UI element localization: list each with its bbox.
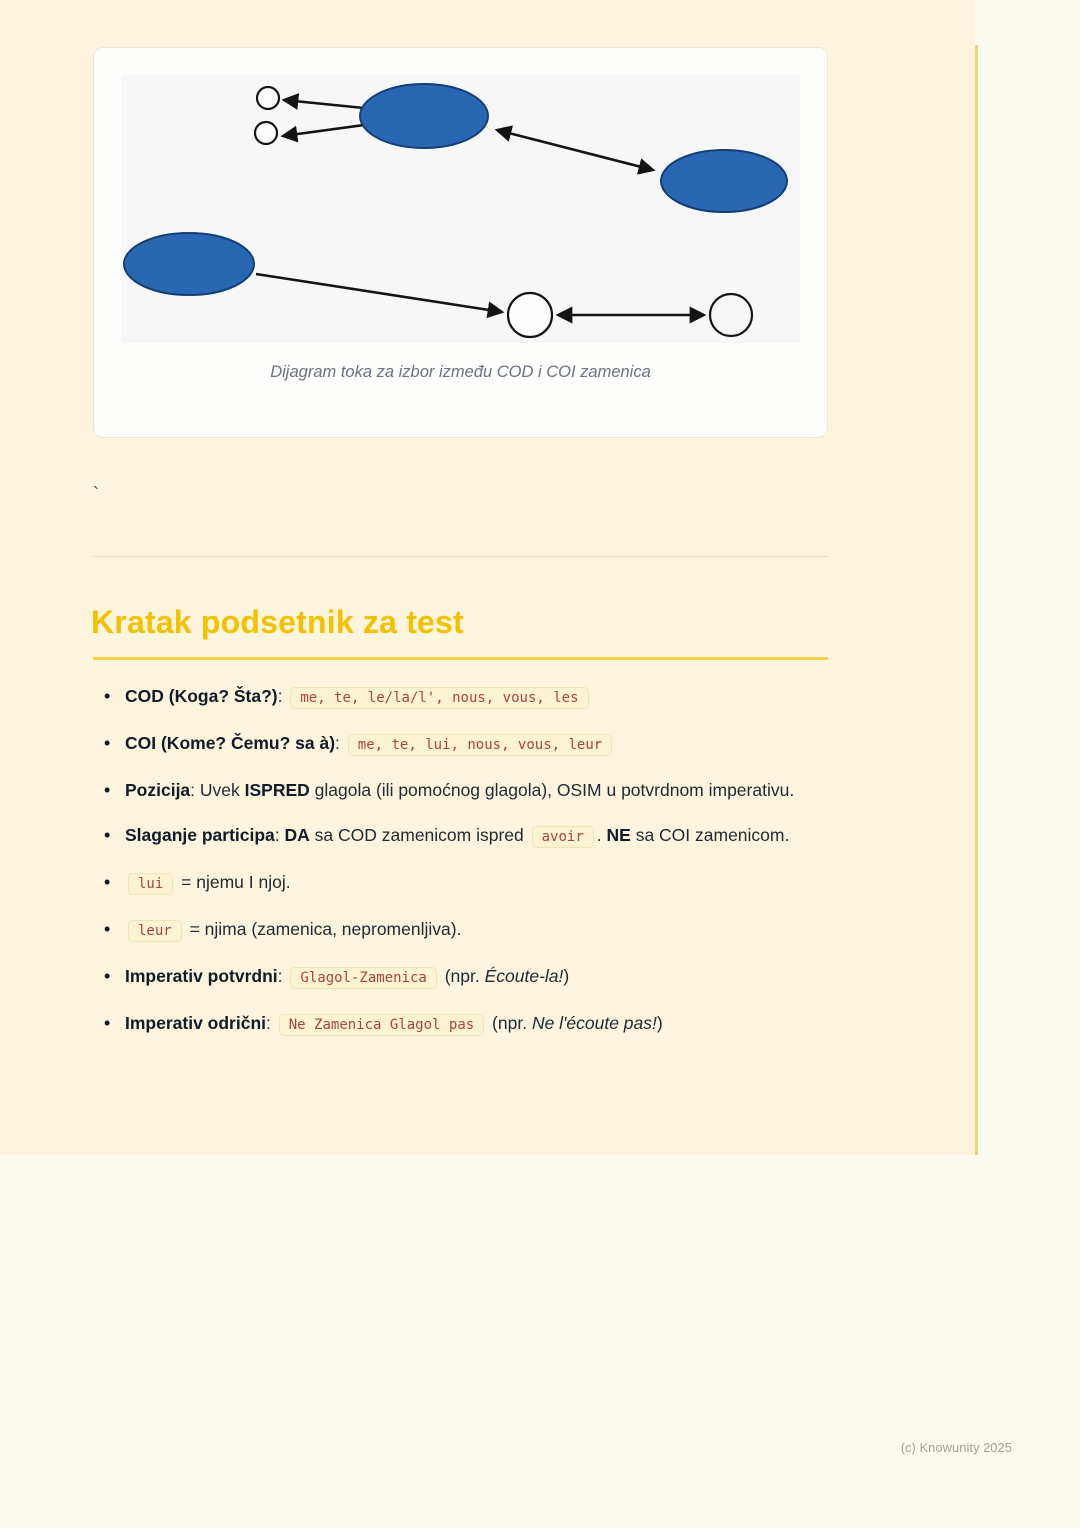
text-segment: sa COI zamenicom. xyxy=(630,825,790,845)
section-title: Kratak podsetnik za test xyxy=(91,604,464,640)
list-item xyxy=(125,727,860,762)
list-item xyxy=(125,866,860,901)
ellipse-node xyxy=(124,233,254,295)
text-segment: : xyxy=(335,733,345,753)
list-item xyxy=(125,680,860,715)
circle-node xyxy=(508,293,552,337)
list-item xyxy=(125,774,860,807)
text-segment: (npr. xyxy=(487,1013,532,1033)
circle-node xyxy=(710,294,752,336)
arrow xyxy=(283,125,364,136)
arrow xyxy=(284,100,364,108)
text-segment: = njemu I njoj. xyxy=(176,872,291,892)
text-segment: : Uvek xyxy=(190,780,245,800)
text-segment: Imperativ potvrdni xyxy=(125,966,278,986)
ellipse-node xyxy=(360,84,488,148)
text-segment: COD (Koga? Šta?) xyxy=(125,686,278,706)
inline-code: me, te, le/la/l', nous, vous, les xyxy=(290,687,588,709)
stray-backtick: ` xyxy=(93,484,99,504)
text-segment: : xyxy=(277,966,288,986)
text-segment: ) xyxy=(656,1013,663,1033)
text-segment: Pozicija xyxy=(125,780,191,800)
text-segment: Ne l'écoute pas! xyxy=(531,1013,657,1033)
text-segment: NE xyxy=(606,825,631,845)
text-segment: : xyxy=(274,825,285,845)
figure-caption: Dijagram toka za izbor između COD i COI zamenica xyxy=(270,363,651,381)
text-segment: ) xyxy=(563,966,570,986)
text-segment: Imperativ odrični xyxy=(125,1013,267,1033)
footer-credit: (c) Knowunity 2025 xyxy=(900,1440,1012,1455)
list-item xyxy=(125,913,860,948)
list-item xyxy=(125,960,860,995)
circle-node xyxy=(257,87,279,109)
inline-code: leur xyxy=(128,920,182,942)
flow-diagram xyxy=(121,75,800,343)
inline-code: lui xyxy=(128,873,173,895)
figure-card xyxy=(93,47,828,438)
text-segment: (npr. xyxy=(439,966,485,986)
double-arrow xyxy=(497,130,653,170)
title-underline xyxy=(93,657,828,660)
list-item xyxy=(125,1007,860,1042)
flow-diagram-svg xyxy=(121,75,800,343)
circle-node xyxy=(255,122,277,144)
text-segment: glagola (ili pomoćnog glagola), OSIM u potvrdnom imperativu. xyxy=(309,780,795,800)
inline-code: Glagol-Zamenica xyxy=(290,967,436,989)
text-segment: . xyxy=(596,825,607,845)
text-segment: Écoute-la! xyxy=(484,966,564,986)
text-segment: : xyxy=(277,686,288,706)
section-divider xyxy=(93,556,828,557)
text-segment: DA xyxy=(284,825,310,845)
inline-code: avoir xyxy=(532,826,594,848)
ellipse-node xyxy=(661,150,787,212)
right-accent-line xyxy=(975,45,978,1155)
arrow xyxy=(256,274,502,312)
text-segment: : xyxy=(266,1013,276,1033)
inline-code: me, te, lui, nous, vous, leur xyxy=(348,734,612,756)
bullet-list xyxy=(93,680,860,1054)
inline-code: Ne Zamenica Glagol pas xyxy=(279,1014,484,1036)
list-item xyxy=(125,819,860,854)
text-segment: COI (Kome? Čemu? sa à) xyxy=(125,733,336,753)
text-segment: ISPRED xyxy=(244,780,310,800)
text-segment: Slaganje participa xyxy=(125,825,275,845)
text-segment: sa COD zamenicom ispred xyxy=(309,825,529,845)
text-segment: = njima (zamenica, nepromenljiva). xyxy=(184,919,462,939)
